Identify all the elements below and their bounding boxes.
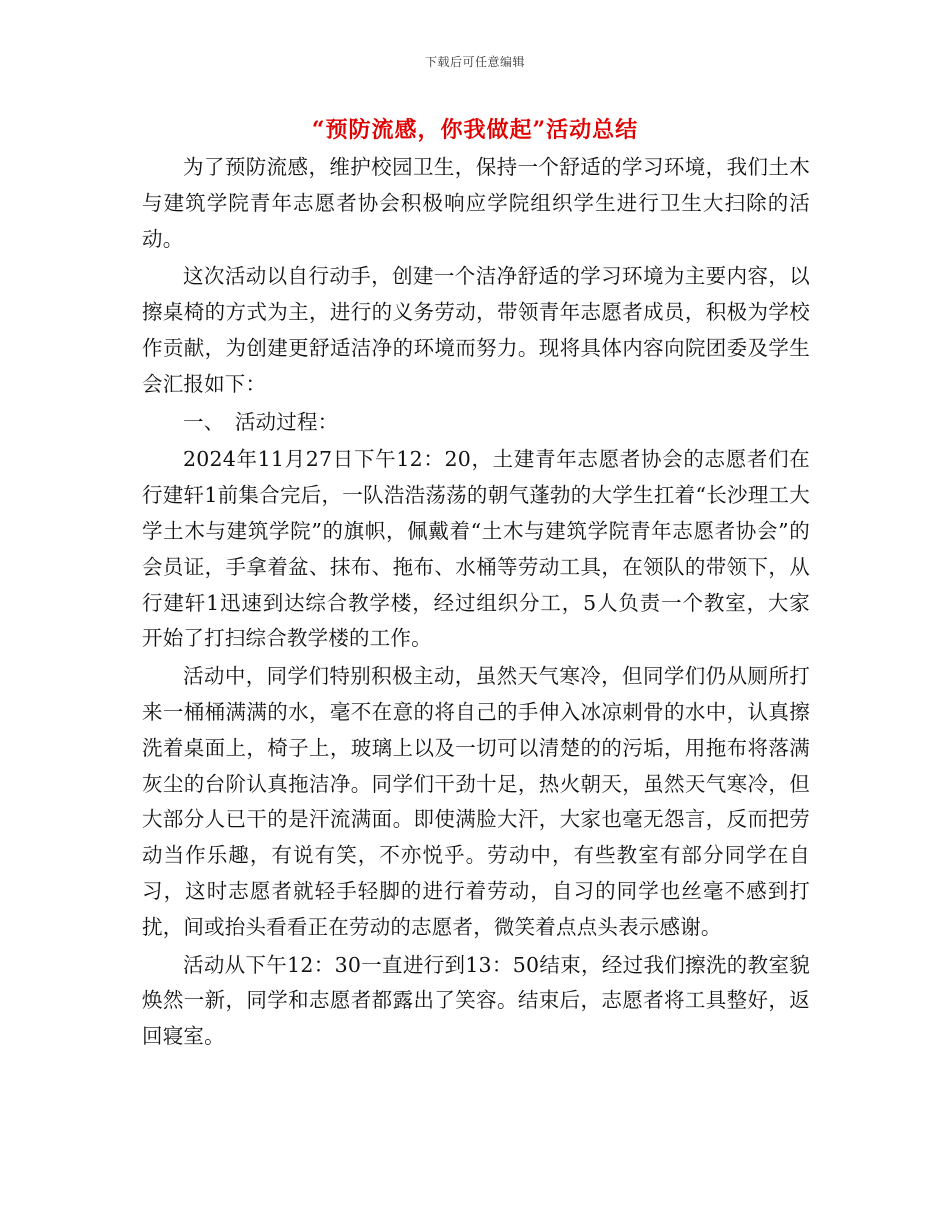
paragraph-gathering: 2024年11月27日下午12：20，土建青年志愿者协会的志愿者们在行建轩1前集合完后，一队浩浩荡荡的朝气蓬勃的大学生扛着“长沙理工大学土木与建筑学院”的旗帜，佩戴着“土木与建筑学院青年志愿者协会”的会员证，手拿着盆、抹布、拖布、水桶等劳动工具，在领队的带领下，从行建轩1迅速到达综合教学楼，经过组织分工，5人负责一个教室，大家开始了打扫综合教学楼的工作。 [142,447,810,651]
document-title: “预防流感，你我做起”活动总结 [311,117,639,143]
paragraph-intro: 为了预防流感，维护校园卫生，保持一个舒适的学习环境，我们土木与建筑学院青年志愿者协会积极响应学院组织学生进行卫生大扫除的活动。 [142,155,810,251]
document-body [142,150,810,1055]
paragraph-conclusion: 活动从下午12：30一直进行到13：50结束，经过我们擦洗的教室貌焕然一新，同学和志愿者都露出了笑容。结束后，志愿者将工具整好，返回寝室。 [142,952,810,1049]
paragraph-activity: 活动中，同学们特别积极主动，虽然天气寒冷，但同学们仍从厕所打来一桶桶满满的水，毫不在意的将自己的手伸入冰凉刺骨的水中，认真擦洗着桌面上，椅子上，玻璃上以及一切可以清楚的的污垢，用拖布将落满灰尘的台阶认真拖洁净。同学们干劲十足，热火朝天，虽然天气寒冷，但大部分人已干的是汗流满面。即使满脸大汗，大家也毫无怨言，反而把劳动当作乐趣，有说有笑，不亦悦乎。劳动中，有些教室有部分同学在自习，这时志愿者就轻手轻脚的进行着劳动，自习的同学也丝毫不感到打扰，间或抬头看看正在劳动的志愿者，微笑着点点头表示感谢。 [142,664,810,939]
header-note: 下载后可任意编辑 [424,55,525,69]
paragraph-overview: 这次活动以自行动手，创建一个洁净舒适的学习环境为主要内容，以擦桌椅的方式为主，进行的义务劳动，带领青年志愿者成员，积极为学校作贡献，为创建更舒适洁净的环境而努力。现将具体内容向院团委及学生会汇报如下： [142,264,810,396]
section-heading-process: 一、 活动过程： [183,409,339,434]
